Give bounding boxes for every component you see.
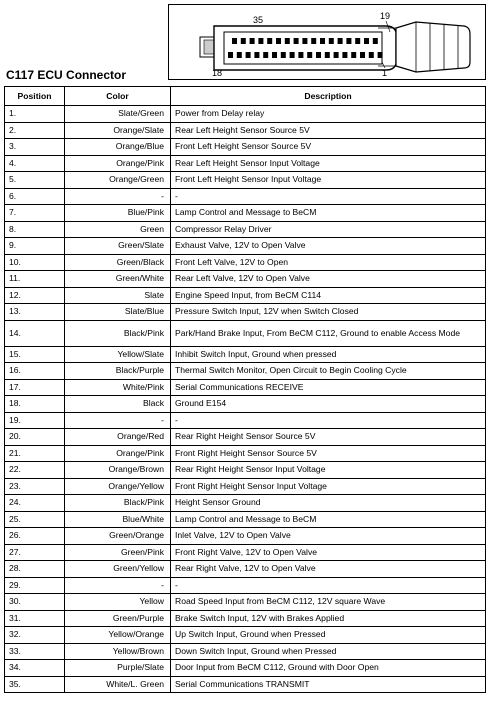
cell-color: Blue/White (65, 511, 171, 528)
connector-pin (246, 52, 251, 58)
connector-pin (338, 38, 343, 44)
connector-illustration (168, 4, 486, 80)
cell-color: Yellow/Slate (65, 346, 171, 363)
cell-description: Inlet Valve, 12V to Open Valve (171, 528, 486, 545)
table-row (5, 139, 486, 156)
table-row (5, 429, 486, 446)
cell-description: Inhibit Switch Input, Ground when pressed (171, 346, 486, 363)
connector-pin (263, 52, 268, 58)
pin-label-1: 1 (382, 68, 388, 78)
cell-description: Rear Left Valve, 12V to Open Valve (171, 271, 486, 288)
cell-color: Slate (65, 287, 171, 304)
cell-position: 30. (5, 594, 65, 611)
cell-position: 23. (5, 478, 65, 495)
cell-position: 8. (5, 221, 65, 238)
table-row (5, 462, 486, 479)
cell-color: White/Pink (65, 379, 171, 396)
cell-color: Blue/Pink (65, 205, 171, 222)
cell-color: Orange/Brown (65, 462, 171, 479)
table-row (5, 346, 486, 363)
table-row (5, 528, 486, 545)
connector-pin (351, 52, 356, 58)
cell-position: 9. (5, 238, 65, 255)
cell-color: Yellow (65, 594, 171, 611)
cell-description: Ground E154 (171, 396, 486, 413)
connector-pin (267, 38, 272, 44)
cell-position: 35. (5, 676, 65, 693)
table-row (5, 254, 486, 271)
cell-color: Orange/Blue (65, 139, 171, 156)
cell-description: Compressor Relay Driver (171, 221, 486, 238)
connector-pin (258, 38, 263, 44)
cell-color: Purple/Slate (65, 660, 171, 677)
cell-color: Green/Yellow (65, 561, 171, 578)
cell-color: Slate/Blue (65, 304, 171, 321)
cell-position: 22. (5, 462, 65, 479)
cell-position: 4. (5, 155, 65, 172)
table-row (5, 287, 486, 304)
cell-color: - (65, 188, 171, 205)
cell-description: Brake Switch Input, 12V with Brakes Applied (171, 610, 486, 627)
cell-position: 25. (5, 511, 65, 528)
connector-pin (311, 38, 316, 44)
cell-color: Green/Slate (65, 238, 171, 255)
cell-position: 15. (5, 346, 65, 363)
cell-description: Up Switch Input, Ground when Pressed (171, 627, 486, 644)
connector-pin (241, 38, 246, 44)
connector-pin (360, 52, 365, 58)
cell-description: Height Sensor Ground (171, 495, 486, 512)
table-row (5, 610, 486, 627)
table-row (5, 379, 486, 396)
cell-color: Black/Purple (65, 363, 171, 380)
cell-position: 18. (5, 396, 65, 413)
table-row (5, 594, 486, 611)
table-row (5, 155, 486, 172)
connector-pin (276, 38, 281, 44)
cell-position: 29. (5, 577, 65, 594)
cell-position: 31. (5, 610, 65, 627)
cell-description: Down Switch Input, Ground when Pressed (171, 643, 486, 660)
cell-position: 1. (5, 106, 65, 123)
connector-pin (325, 52, 330, 58)
cell-color: Orange/Red (65, 429, 171, 446)
table-row (5, 412, 486, 429)
connector-pin (334, 52, 339, 58)
connector-pin (320, 38, 325, 44)
table-row (5, 221, 486, 238)
cell-position: 12. (5, 287, 65, 304)
cell-position: 27. (5, 544, 65, 561)
connector-pin (272, 52, 277, 58)
connector-pin (228, 52, 233, 58)
cell-position: 7. (5, 205, 65, 222)
table-row (5, 627, 486, 644)
cell-description: Front Right Height Sensor Source 5V (171, 445, 486, 462)
cell-description: Front Right Height Sensor Input Voltage (171, 478, 486, 495)
connector-pin (378, 52, 383, 58)
cell-position: 16. (5, 363, 65, 380)
connector-pin (346, 38, 351, 44)
connector-pin (281, 52, 286, 58)
table-row (5, 544, 486, 561)
cell-description: Rear Right Height Sensor Input Voltage (171, 462, 486, 479)
table-row (5, 561, 486, 578)
cell-description: Door Input from BeCM C112, Ground with Door Open (171, 660, 486, 677)
cell-description: Thermal Switch Monitor, Open Circuit to Begin Cooling Cycle (171, 363, 486, 380)
cell-description: Engine Speed Input, from BeCM C114 (171, 287, 486, 304)
cell-description: Front Left Valve, 12V to Open (171, 254, 486, 271)
table-row (5, 238, 486, 255)
table-row (5, 643, 486, 660)
cell-description: Power from Delay relay (171, 106, 486, 123)
table-row (5, 445, 486, 462)
cell-description: Lamp Control and Message to BeCM (171, 205, 486, 222)
cell-position: 14. (5, 320, 65, 346)
table-row (5, 106, 486, 123)
connector-pin (316, 52, 321, 58)
cell-position: 26. (5, 528, 65, 545)
table-row (5, 320, 486, 346)
table-row (5, 205, 486, 222)
table-row (5, 304, 486, 321)
cell-position: 17. (5, 379, 65, 396)
cell-description: Serial Communications RECEIVE (171, 379, 486, 396)
table-row (5, 122, 486, 139)
table-row (5, 676, 486, 693)
cell-color: Orange/Pink (65, 445, 171, 462)
connector-pin (355, 38, 360, 44)
table-body (5, 106, 486, 693)
cell-color: Black/Pink (65, 320, 171, 346)
connector-pin (329, 38, 334, 44)
table-row (5, 478, 486, 495)
cell-description: Park/Hand Brake Input, From BeCM C112, Ground to enable Access Mode (171, 320, 486, 346)
cell-color: Green/Black (65, 254, 171, 271)
cell-color: Orange/Yellow (65, 478, 171, 495)
pin-label-18: 18 (212, 68, 223, 78)
cell-description: Exhaust Valve, 12V to Open Valve (171, 238, 486, 255)
cell-color: Orange/Green (65, 172, 171, 189)
header-position: Position (5, 87, 65, 106)
cell-position: 19. (5, 412, 65, 429)
cell-color: Yellow/Orange (65, 627, 171, 644)
cell-description: Rear Left Height Sensor Input Voltage (171, 155, 486, 172)
cell-position: 6. (5, 188, 65, 205)
cell-description: - (171, 412, 486, 429)
connector-pin (307, 52, 312, 58)
cell-position: 21. (5, 445, 65, 462)
cell-position: 3. (5, 139, 65, 156)
cell-position: 10. (5, 254, 65, 271)
cell-position: 13. (5, 304, 65, 321)
cell-position: 28. (5, 561, 65, 578)
connector-pin (254, 52, 259, 58)
cell-description: Serial Communications TRANSMIT (171, 676, 486, 693)
connector-pin (294, 38, 299, 44)
cell-description: Rear Right Valve, 12V to Open Valve (171, 561, 486, 578)
cell-color: Green/Purple (65, 610, 171, 627)
cell-color: Green/Pink (65, 544, 171, 561)
cell-position: 5. (5, 172, 65, 189)
table-header-row (5, 87, 486, 106)
connector-pin (369, 52, 374, 58)
cell-position: 20. (5, 429, 65, 446)
cell-color: Orange/Pink (65, 155, 171, 172)
cell-position: 11. (5, 271, 65, 288)
cell-description: Front Right Valve, 12V to Open Valve (171, 544, 486, 561)
pin-label-19: 19 (380, 11, 391, 21)
header-description: Description (171, 87, 486, 106)
connector-pin (302, 38, 307, 44)
cell-color: - (65, 577, 171, 594)
cell-color: - (65, 412, 171, 429)
table-row (5, 396, 486, 413)
connector-pin (373, 38, 378, 44)
cell-color: Black (65, 396, 171, 413)
cell-color: Green (65, 221, 171, 238)
table-row (5, 271, 486, 288)
cell-color: Yellow/Brown (65, 643, 171, 660)
cell-description: Pressure Switch Input, 12V when Switch Closed (171, 304, 486, 321)
cell-color: Green/Orange (65, 528, 171, 545)
page-title: C117 ECU Connector (6, 68, 127, 82)
connector-pin (232, 38, 237, 44)
cell-description: Front Left Height Sensor Input Voltage (171, 172, 486, 189)
cell-color: Black/Pink (65, 495, 171, 512)
cell-description: - (171, 577, 486, 594)
table-row (5, 495, 486, 512)
cell-position: 24. (5, 495, 65, 512)
connector-pin (364, 38, 369, 44)
cell-position: 2. (5, 122, 65, 139)
cell-color: Orange/Slate (65, 122, 171, 139)
connector-pin (290, 52, 295, 58)
cell-position: 33. (5, 643, 65, 660)
connector-pin (342, 52, 347, 58)
cell-description: Road Speed Input from BeCM C112, 12V square Wave (171, 594, 486, 611)
pin-label-35: 35 (253, 15, 264, 25)
cell-color: Slate/Green (65, 106, 171, 123)
table-row (5, 511, 486, 528)
connector-pin (237, 52, 242, 58)
table-row (5, 172, 486, 189)
cell-position: 34. (5, 660, 65, 677)
connector-pin (250, 38, 255, 44)
table-row (5, 660, 486, 677)
connector-pin (298, 52, 303, 58)
cell-description: - (171, 188, 486, 205)
cell-position: 32. (5, 627, 65, 644)
cell-description: Rear Left Height Sensor Source 5V (171, 122, 486, 139)
cell-color: Green/White (65, 271, 171, 288)
cell-description: Front Left Height Sensor Source 5V (171, 139, 486, 156)
cell-color: White/L. Green (65, 676, 171, 693)
cell-description: Rear Right Height Sensor Source 5V (171, 429, 486, 446)
header-color: Color (65, 87, 171, 106)
cell-description: Lamp Control and Message to BeCM (171, 511, 486, 528)
table-row (5, 577, 486, 594)
pinout-table (4, 86, 486, 693)
table-row (5, 363, 486, 380)
connector-pin (285, 38, 290, 44)
connector-diagram (168, 4, 486, 80)
table-row (5, 188, 486, 205)
